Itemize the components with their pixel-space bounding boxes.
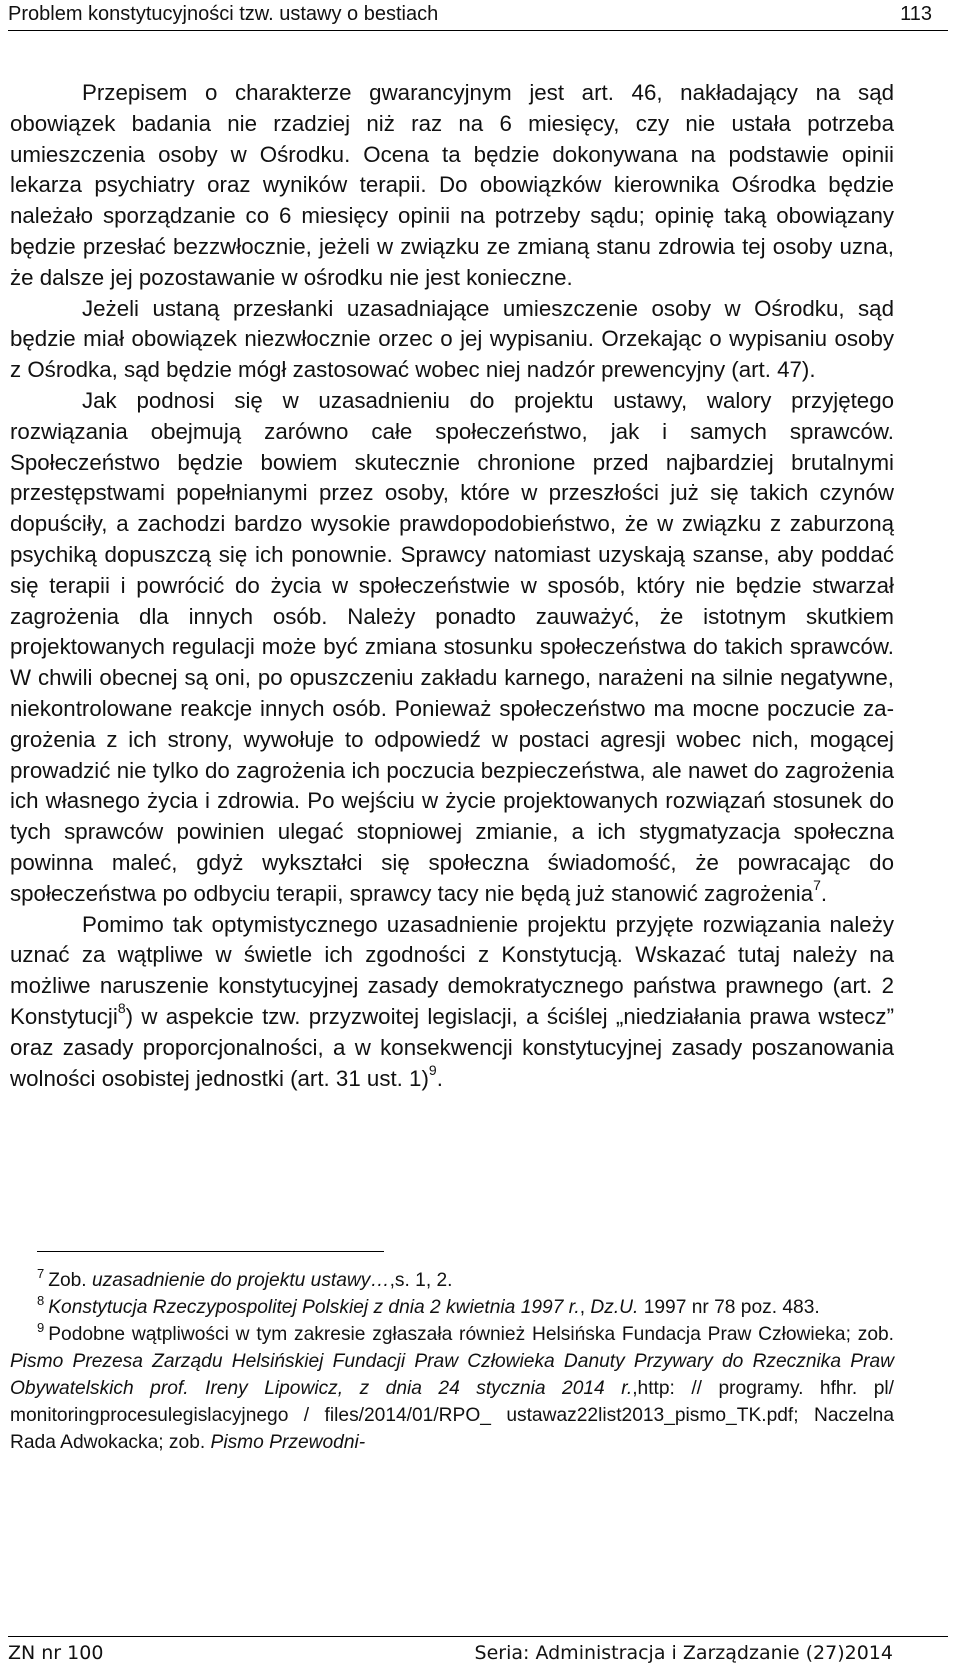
paragraph: Jeżeli ustaną przesłanki uzasadniające umieszczenie osoby w Ośrodku, sąd będzie miał obowiązek niezwłocznie orzec o jej wypisaniu. Orzekając o wypisaniu osoby z Ośrodka, sąd będzie mógł zastosować wobec niej nadzór prewencyjny (art. 47).	[10, 295, 894, 383]
footer-journal-number: ZN nr 100	[8, 1642, 104, 1664]
footnote-8: $^8$ Konstytucja Rzeczypospolitej Polskiej z dnia 2 kwietnia 1997 r., Dz.U. 1997 nr 78 poz. 483.	[37, 1293, 820, 1318]
page-number: 113	[900, 3, 932, 25]
footnote-9: $^9$ Podobne wątpliwości w tym zakresie zgłaszała również Helsińska Fundacja Praw Człowieka; zob. Pismo Prezesa Zarządu Helsińskiej Fundacji Praw Człowieka Danuty Przywary do Rzecznika Praw Obywatelskich prof. Ireny Lipowicz, z dnia 24 stycznia 2014 r.,http: // programy. hfhr. pl/ monitoringprocesulegislacyjnego / files/2014/01/RPO_ ustawaz22list2013_pismo_TK.pdf; Naczelna Rada Adwokacka; zob. Pismo Przewodni-	[10, 1320, 894, 1453]
footnote-number: 9	[37, 1320, 45, 1335]
main-text	[10, 78, 894, 1094]
footnote-ref-8[interactable]: 8	[117, 999, 126, 1016]
footnote-ref-7[interactable]: 7	[813, 876, 821, 893]
footnote-7: $^7$ Zob. uzasadnienie do projektu ustawy…,s. 1, 2.	[37, 1266, 453, 1291]
footer-series: Seria: Administracja i Zarządzanie (27)2014	[474, 1642, 893, 1664]
footnote-number: 7	[37, 1266, 45, 1281]
footnote-ref-9[interactable]: 9	[428, 1061, 437, 1078]
header-title: Problem konstytucyjności tzw. ustawy o bestiach	[8, 3, 439, 25]
paragraph: Przepisem o charakterze gwarancyjnym jest art. 46, nakładający na sąd obowiązek badania nie rzadziej niż raz na 6 miesięcy, czy nie ustała potrzeba umieszczenia osoby w Ośrodku. Ocena ta będzie dokonywana na podstawie opinii lekarza psychiatry oraz wyników terapii. Do obowiązków kierownika Ośrodka będzie należało sporządzanie co 6 miesięcy opinii na potrzeby sądu; opinię taką obowiązany będzie przesłać bezzwłocznie, jeżeli w związku ze zmianą stanu zdrowia tej osoby uzna, że dalsze jej pozostawanie w ośrodku nie jest konieczne.	[10, 80, 894, 290]
running-footer	[8, 1636, 948, 1667]
footnote-separator	[37, 1251, 384, 1252]
footnotes	[10, 1267, 894, 1456]
running-header	[8, 0, 948, 31]
footnote-number: 8	[37, 1293, 45, 1308]
paragraph: Jak podnosi się w uzasadnieniu do projektu ustawy, walory przyjętego rozwiązania obejmują zarówno całe społeczeństwo, jak i samych sprawców. Społeczeństwo będzie bowiem skutecznie chronione przed najbardziej brutalnymi przestępstwami popełnianymi przez osoby, które w przeszłości już się takich czynów dopuściły, a zachodzi bardzo wysokie prawdopodobieństwo, że w związku z zaburzoną psychiką dopuszczą się ich ponownie. Sprawcy natomiast uzyskają szanse, aby poddać się terapii i powrócić do życia w społeczeństwie w sposób, który nie będzie stwarzał zagrożenia dla innych osób. Należy ponadto zauważyć, że istotnym skutkiem projektowanych regulacji może być zmiana stosunku społeczeństwa do takich sprawców. W chwili obecnej są oni, po opuszczeniu zakładu karnego, narażeni na silnie negatywne, niekontrolowane reakcje innych osób. Ponieważ społeczeństwo ma mocne poczucie zagrożenia z ich strony, wywołuje to odpowiedź w postaci agresji wobec nich, mogącej prowadzić nie tylko do zagrożenia ich poczucia bezpieczeństwa, ale nawet do zagrożenia ich własnego życia i zdrowia. Po wejściu w życie projektowanych rozwiązań stosunek do tych sprawców powinien ulegać stopniowej zmianie, a ich stygmatyzacja społeczna powinna maleć, gdyż wykształci się społeczna świadomość, że powracając do społeczeństwa po odbyciu terapii, sprawcy tacy nie będą już stanowić zagrożenia$^7$.	[10, 387, 894, 906]
paragraph: Pomimo tak optymistycznego uzasadnienie projektu przyjęte rozwiązania należy uznać za wątpliwe w świetle ich zgodności z Konstytucją. Wskazać tutaj należy na możliwe naruszenie konstytucyjnej zasady demokratycznego państwa prawnego (art. 2 Konstytucji$^8$) w aspekcie tzw. przyzwoitej legislacji, a ściślej „niedziałania prawa wstecz” oraz zasady proporcjonalności, a w konsekwencji konstytucyjnej zasady poszanowania wolności osobistej jednostki (art. 31 ust. 1)$^9$.	[10, 911, 894, 1091]
